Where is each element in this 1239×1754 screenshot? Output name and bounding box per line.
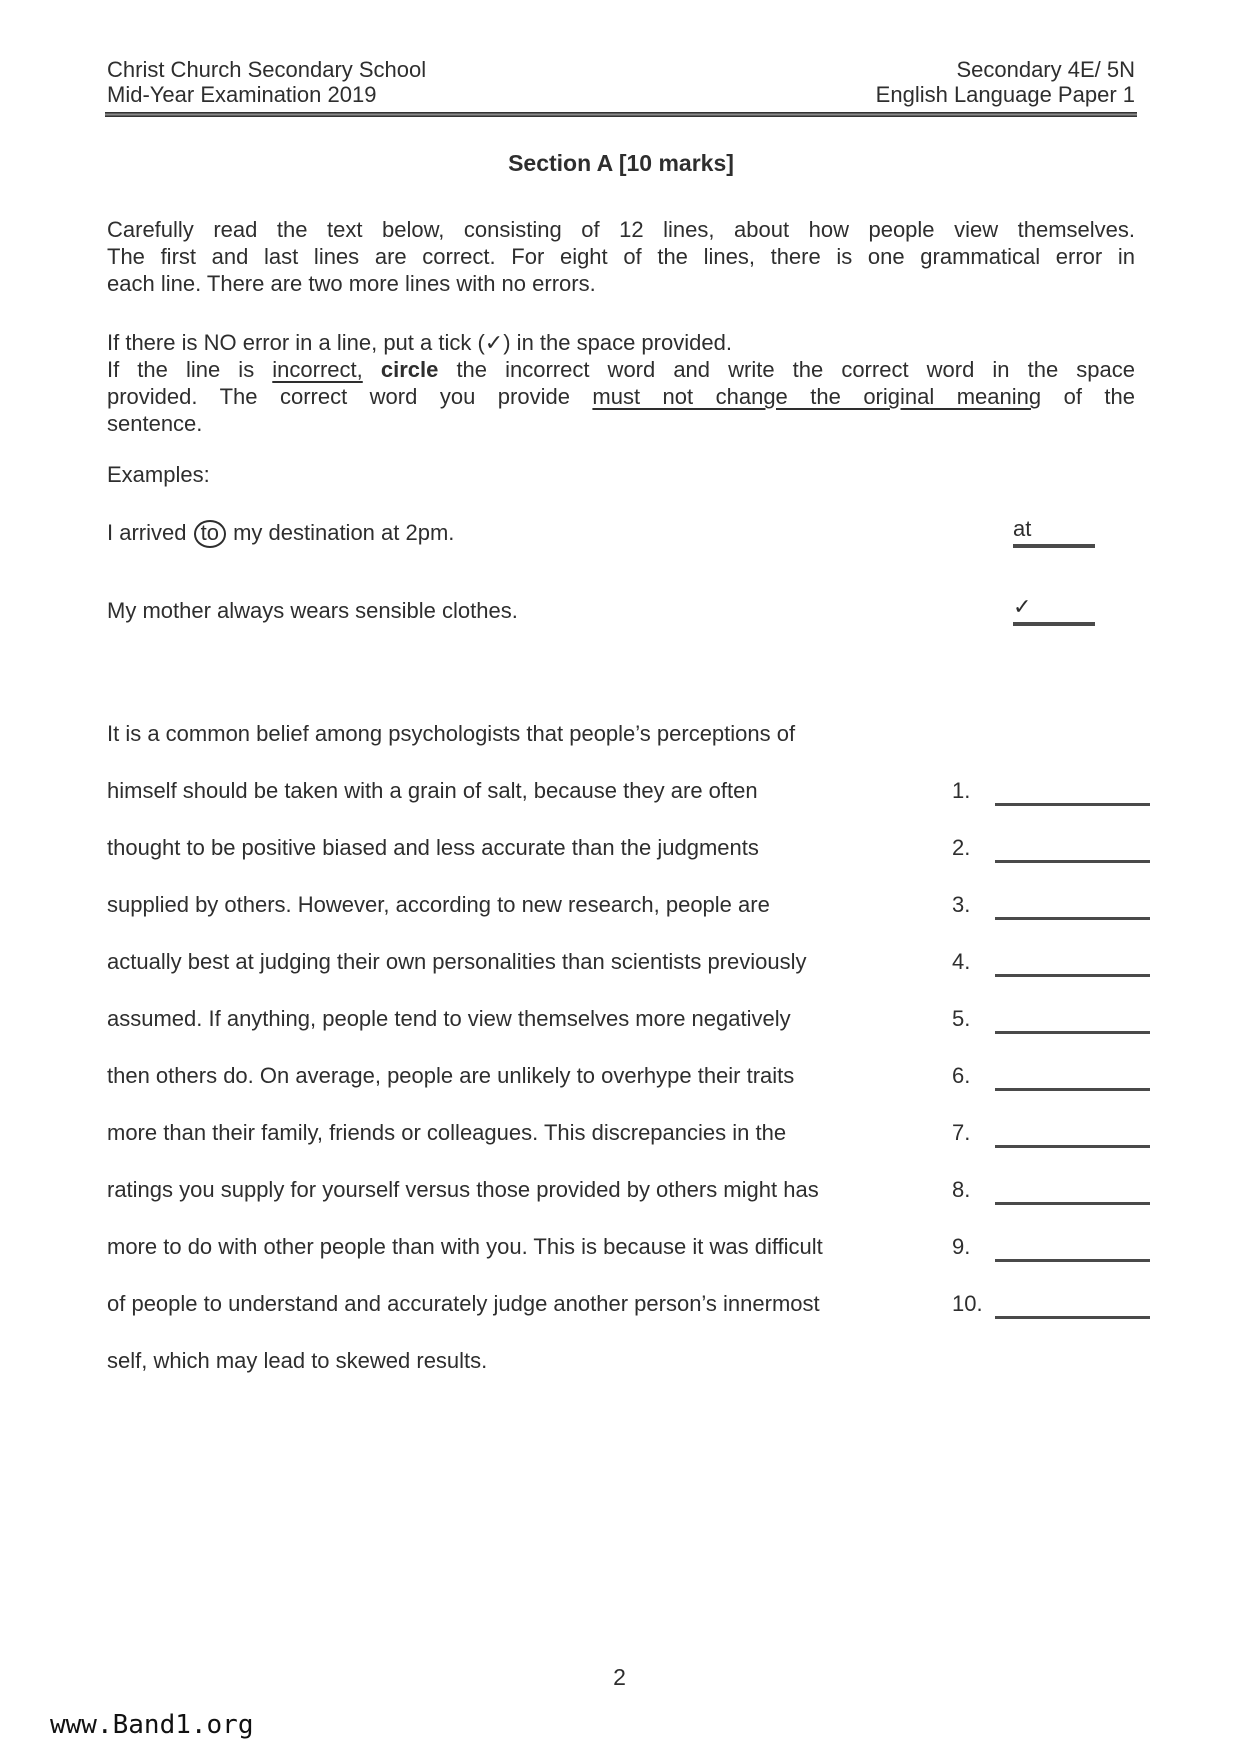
passage-answer-blank — [995, 1118, 1150, 1148]
passage-line — [107, 1285, 1135, 1342]
passage-line-number: 10. — [952, 1291, 983, 1316]
instructions-paragraph-1 — [107, 216, 1135, 297]
passage-line-number: 1. — [952, 778, 971, 803]
passage-line-number: 7. — [952, 1120, 971, 1145]
section-title: Section A [10 marks] — [508, 150, 734, 176]
passage-line-text: himself should be taken with a grain of salt, because they are often — [107, 778, 758, 803]
instruction-line: If there is NO error in a line, put a tick (✓) in the space provided. — [107, 330, 732, 355]
passage — [107, 715, 1135, 1399]
instruction-line: The first and last lines are correct. For eight of the lines, there is one grammatical error in — [107, 244, 1135, 269]
paper-name: English Language Paper 1 — [875, 82, 1135, 107]
instruction-line: Carefully read the text below, consisting of 12 lines, about how people view themselves. — [107, 217, 1135, 242]
example-row — [107, 516, 1135, 598]
example-row — [107, 594, 1135, 676]
passage-answer-blank — [995, 1061, 1150, 1091]
passage-line-number: 2. — [952, 835, 971, 860]
example-sentence: I arrived to my destination at 2pm. — [107, 520, 454, 546]
instructions-paragraph-2 — [107, 329, 1135, 437]
passage-line-text: It is a common belief among psychologists that people’s perceptions of — [107, 721, 796, 746]
passage-line — [107, 943, 1135, 1000]
passage-line-text: self, which may lead to skewed results. — [107, 1348, 488, 1373]
examples-list — [107, 516, 1135, 676]
passage-answer-blank — [995, 947, 1150, 977]
instruction-line: each line. There are two more lines with no errors. — [107, 271, 596, 296]
passage-line-number: 8. — [952, 1177, 971, 1202]
passage-line — [107, 1171, 1135, 1228]
instruction-line: provided. The correct word you provide must not change the original meaning of the — [107, 384, 1136, 409]
passage-answer-blank — [995, 1289, 1150, 1319]
class-level: Secondary 4E/ 5N — [956, 57, 1135, 82]
instruction-line: If the line is incorrect, circle the incorrect word and write the correct word in the space — [107, 357, 1135, 382]
instruction-line: sentence. — [107, 411, 203, 436]
passage-answer-blank — [995, 833, 1150, 863]
passage-answer-blank — [995, 1232, 1150, 1262]
passage-answer-blank — [995, 776, 1150, 806]
passage-line — [107, 1114, 1135, 1171]
passage-line-number: 9. — [952, 1234, 971, 1259]
passage-line — [107, 1342, 1135, 1399]
examples-label: Examples: — [107, 462, 210, 487]
passage-line — [107, 1057, 1135, 1114]
passage-line-text: more to do with other people than with you. This is because it was difficult — [107, 1234, 823, 1259]
passage-line-text: supplied by others. However, according to new research, people are — [107, 892, 770, 917]
exam-name: Mid-Year Examination 2019 — [107, 82, 377, 107]
passage-line — [107, 715, 1135, 772]
passage-line-number: 5. — [952, 1006, 971, 1031]
passage-answer-blank — [995, 1175, 1150, 1205]
passage-line — [107, 1000, 1135, 1057]
passage-line-text: actually best at judging their own personalities than scientists previously — [107, 949, 807, 974]
page-header — [107, 57, 1135, 107]
header-left — [107, 57, 426, 107]
passage-line-text: then others do. On average, people are unlikely to overhype their traits — [107, 1063, 795, 1088]
passage-line-number: 4. — [952, 949, 971, 974]
circled-word: to — [194, 520, 226, 548]
header-right — [876, 57, 1135, 107]
passage-line — [107, 1228, 1135, 1285]
example-sentence: My mother always wears sensible clothes. — [107, 598, 518, 623]
page-number: 2 — [613, 1664, 626, 1690]
passage-line-number: 3. — [952, 892, 971, 917]
passage-line-text: ratings you supply for yourself versus those provided by others might has — [107, 1177, 819, 1202]
bold-text: circle — [380, 357, 439, 382]
passage-line — [107, 772, 1135, 829]
passage-line — [107, 886, 1135, 943]
passage-line-text: assumed. If anything, people tend to view themselves more negatively — [107, 1006, 791, 1031]
underlined-text: must not change the original meaning — [592, 384, 1042, 409]
passage-line-text: of people to understand and accurately judge another person’s innermost — [107, 1291, 820, 1316]
watermark-url: www.Band1.org — [50, 1710, 254, 1740]
passage-line-number: 6. — [952, 1063, 971, 1088]
passage-line-text: thought to be positive biased and less accurate than the judgments — [107, 835, 759, 860]
header-divider — [105, 112, 1137, 117]
passage-answer-blank — [995, 890, 1150, 920]
underlined-text: incorrect, — [272, 357, 363, 382]
school-name: Christ Church Secondary School — [107, 57, 427, 82]
passage-line — [107, 829, 1135, 886]
example-answer-blank: at — [1013, 516, 1095, 548]
passage-answer-blank — [995, 1004, 1150, 1034]
passage-line-text: more than their family, friends or colleagues. This discrepancies in the — [107, 1120, 787, 1145]
example-answer-blank: ✓ — [1013, 594, 1095, 626]
